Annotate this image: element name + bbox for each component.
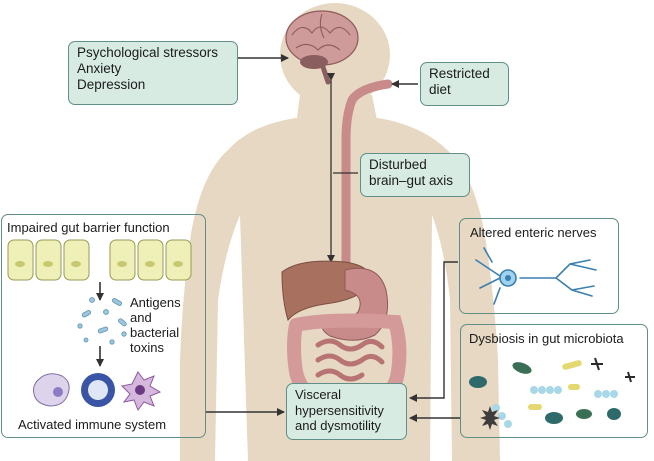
psych-line-1: Psychological stressors bbox=[77, 45, 219, 60]
psych-line-2: Anxiety bbox=[77, 61, 122, 76]
visceral-line-3: and dysmotility bbox=[295, 418, 381, 433]
microbiota-panel bbox=[460, 324, 648, 438]
antigen-label bbox=[130, 295, 181, 355]
axis-line-2: brain–gut axis bbox=[369, 173, 454, 188]
antigen-line-2: and bbox=[130, 310, 152, 325]
visceral-line-2: hypersensitivity bbox=[295, 402, 384, 418]
diet-line-1: Restricted bbox=[429, 66, 490, 81]
barrier-panel-title: Impaired gut barrier function bbox=[7, 220, 170, 235]
microbiota-panel-title: Dysbiosis in gut microbiota bbox=[469, 331, 624, 346]
antigen-line-4: toxins bbox=[130, 340, 164, 355]
axis-line-1: Disturbed bbox=[369, 157, 427, 172]
brain-gut-axis-box bbox=[360, 153, 470, 197]
visceral-hypersensitivity-box bbox=[286, 383, 407, 440]
antigen-line-1: Antigens bbox=[130, 295, 181, 310]
nerve-panel-title: Altered enteric nerves bbox=[470, 225, 597, 240]
enteric-nerves-panel bbox=[459, 218, 619, 314]
visceral-line-1: Visceral bbox=[295, 387, 342, 402]
restricted-diet-box bbox=[420, 62, 509, 106]
diet-line-2: diet bbox=[429, 82, 451, 97]
psych-stressors-box bbox=[68, 41, 238, 105]
gut-barrier-panel bbox=[1, 214, 206, 438]
antigen-line-3: bacterial bbox=[130, 325, 180, 340]
psych-line-3: Depression bbox=[77, 77, 146, 92]
immune-system-label: Activated immune system bbox=[18, 417, 167, 432]
